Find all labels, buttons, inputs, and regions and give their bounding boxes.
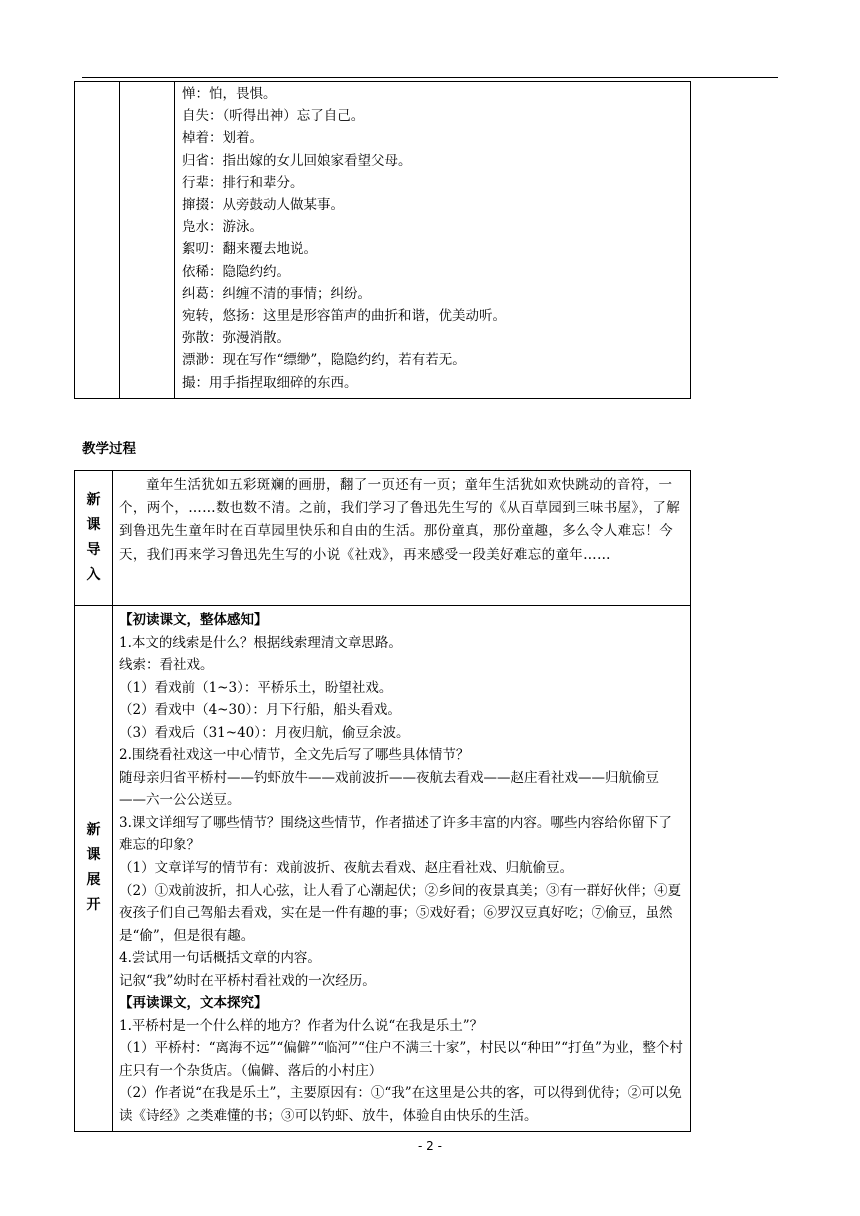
question: 1.平桥村是一个什么样的地方？作者为什么说“在我是乐土”？ — [119, 1017, 484, 1034]
vocab-item: 撺掇：从旁鼓动人做某事。 — [182, 197, 344, 214]
answer: （1）平桥村：“离海不远”“偏僻”“临河”“住户不满三十家”，村民以“种田”“打鱼”为业，整个村庄只有一个杂货店。（偏僻、落后的小村庄） — [119, 1040, 683, 1079]
question: 2.围绕看社戏这一中心情节，全文先后写了哪些具体情节？ — [119, 747, 470, 764]
answer: （1）文章详写的情节有：戏前波折、夜航去看戏、赵庄看社戏、归航偷豆。 — [119, 860, 574, 877]
page-number: - 2 - — [418, 1139, 442, 1153]
development-label-char: 展 — [86, 872, 101, 889]
question: 1.本文的线索是什么？根据线索理清文章思路。 — [119, 634, 402, 651]
vocab-item: 依稀：隐隐约约。 — [182, 263, 290, 280]
vocab-list — [175, 82, 691, 399]
answer: （2）①戏前波折，扣人心弦，让人看了心潮起伏；②乡间的夜景真美；③有一群好伙伴；④夏夜孩子们自己驾船去看戏，实在是一件有趣的事；⑤戏好看；⑥罗汉豆真好吃；⑦偷豆，虽然是“偷”，但是很有趣。 — [119, 882, 682, 944]
intro-label-char: 课 — [86, 517, 101, 533]
teaching-process-table — [74, 470, 691, 1132]
vocab-item: 纠葛：纠缠不清的事情；纠纷。 — [182, 285, 371, 302]
header-rule — [82, 77, 778, 78]
vocab-item: 凫水：游泳。 — [182, 219, 263, 236]
intro-label — [75, 471, 113, 606]
intro-content — [113, 471, 691, 606]
answer: 线索：看社戏。 — [119, 657, 214, 674]
answer: （1）看戏前（1~3）：平桥乐土，盼望社戏。 — [119, 679, 393, 696]
development-label-char: 新 — [86, 822, 101, 839]
vocab-item: 自失：（听得出神）忘了自己。 — [182, 108, 365, 125]
answer: 随母亲归省平桥村——钓虾放牛——戏前波折——夜航去看戏——赵庄看社戏——归航偷豆——六一公公送豆。 — [119, 769, 659, 809]
development-label-char: 课 — [86, 847, 101, 864]
question: 4.尝试用一句话概括文章的内容。 — [119, 950, 321, 967]
answer: （2）作者说“在我是乐土”，主要原因有：①“我”在这里是公共的客，可以得到优待；②可以免读《诗经》之类难懂的书；③可以钓虾、放牛，体验自由快乐的生活。 — [119, 1085, 682, 1125]
question: 3.课文详细写了哪些情节？围绕这些情节，作者描述了许多丰富的内容。哪些内容给你留下了难忘的印象？ — [119, 814, 672, 854]
answer: （3）看戏后（31~40）：月夜归航，偷豆余波。 — [119, 724, 410, 741]
answer: （2）看戏中（4~30）：月下行船，船头看戏。 — [119, 702, 401, 719]
vocab-item: 行辈：排行和辈分。 — [182, 174, 304, 191]
intro-text: 童年生活犹如五彩斑斓的画册，翻了一页还有一页；童年生活犹如欢快跳动的音符，一个，两个，……数也数不清。之前，我们学习了鲁迅先生写的《从百草园到三味书屋》，了解到鲁迅先生童年时在百草园里快乐和自由的生活。那份童真，那份童趣，多么令人难忘！今天，我们再来学习鲁迅先生写的小说《社戏》，再来感受一段美好难忘的童年…… — [119, 477, 681, 563]
vocab-item: 棹着：划着。 — [182, 130, 263, 147]
vocab-item: 归省：指出嫁的女儿回娘家看望父母。 — [182, 152, 412, 169]
development-label-char: 开 — [86, 897, 101, 914]
vocab-item: 宛转，悠扬：这里是形容笛声的曲折和谐，优美动听。 — [182, 308, 506, 325]
development-content — [113, 606, 691, 1132]
vocab-item: 撮：用手指捏取细碎的东西。 — [182, 374, 358, 391]
subsection-heading: 【再读课文，文本探究】 — [119, 995, 268, 1012]
section-title: 教学过程 — [82, 441, 136, 457]
vocab-item: 漂渺：现在写作“缥缈”，隐隐约约，若有若无。 — [182, 352, 466, 369]
vocab-empty-cell-1 — [75, 82, 120, 399]
subsection-heading: 【初读课文，整体感知】 — [119, 612, 268, 628]
development-label — [75, 606, 113, 1132]
intro-label-char: 新 — [86, 492, 101, 508]
vocab-empty-cell-2 — [120, 82, 175, 399]
intro-label-char: 导 — [86, 542, 101, 558]
vocab-item: 惮：怕，畏惧。 — [182, 86, 277, 102]
vocabulary-table — [74, 81, 691, 399]
vocab-item: 弥散：弥漫消散。 — [182, 330, 290, 347]
answer: 记叙“我”幼时在平桥村看社戏的一次经历。 — [119, 972, 376, 989]
vocab-item: 絮叨：翻来覆去地说。 — [182, 241, 317, 258]
intro-label-char: 入 — [86, 567, 101, 583]
